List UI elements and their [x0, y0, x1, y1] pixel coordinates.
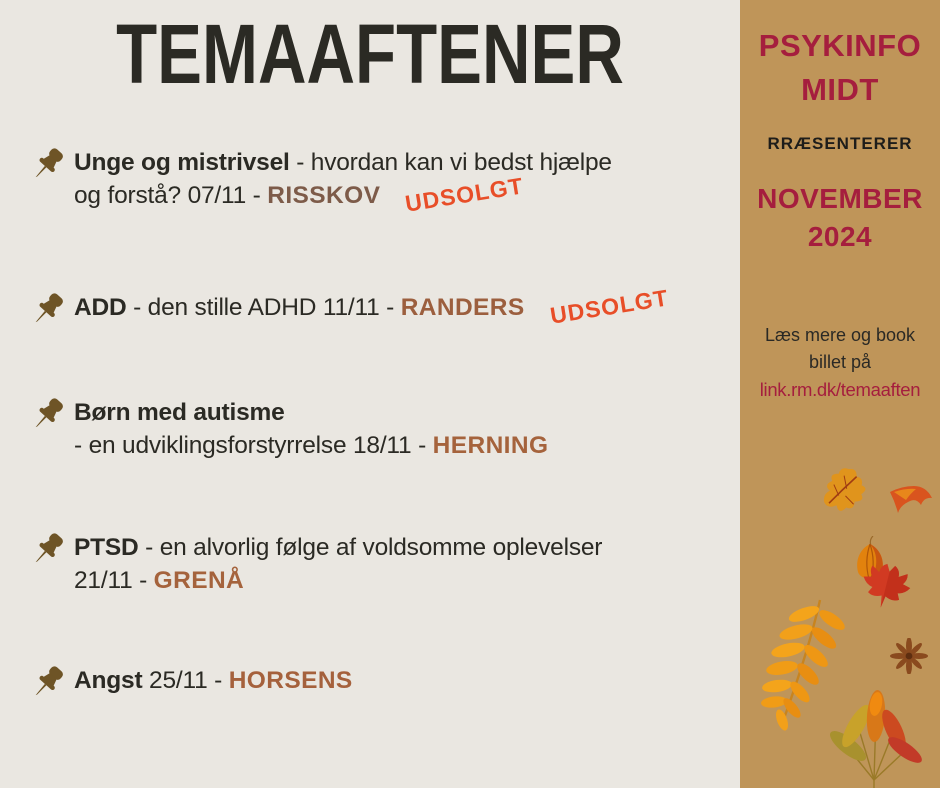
- event-line: [74, 284, 670, 329]
- event-segment: PTSD: [74, 534, 139, 561]
- event-line: [74, 429, 548, 462]
- event-city: GRENÅ: [153, 567, 245, 594]
- event-text: [74, 284, 670, 329]
- org-name-line2: MIDT: [801, 72, 879, 107]
- event-segment: Unge og mistrivsel: [74, 149, 290, 176]
- org-name: [740, 24, 940, 112]
- month-line1: NOVEMBER: [757, 183, 923, 214]
- event-line: [74, 172, 612, 217]
- org-name-line1: PSYKINFO: [758, 28, 922, 63]
- event-angst: [28, 664, 353, 702]
- event-segment: Børn med autisme: [74, 399, 285, 426]
- event-segment: - en udviklingsforstyrrelse 18/11 -: [74, 432, 433, 459]
- presents-label: RRÆSENTERER: [767, 134, 913, 153]
- star-anise-icon: [890, 638, 928, 674]
- cta-text: [740, 322, 940, 376]
- event-city: HORSENS: [228, 667, 353, 694]
- pushpin-icon: [28, 662, 68, 702]
- sidebar: [740, 0, 940, 788]
- cta-line1: Læs mere og book: [764, 325, 916, 345]
- event-line: [74, 146, 612, 179]
- event-segment: 21/11 -: [74, 567, 154, 594]
- event-line: [74, 396, 548, 429]
- month-heading: [740, 180, 940, 256]
- small-red-leaf-icon: [888, 482, 934, 516]
- event-ptsd: [28, 531, 602, 597]
- pushpin-icon: [28, 394, 68, 434]
- event-text: [74, 664, 353, 697]
- event-text: [74, 396, 548, 462]
- pushpin-icon: [28, 529, 68, 569]
- event-segment: og forstå? 07/11 -: [74, 182, 268, 209]
- pushpin-icon: [28, 289, 68, 329]
- event-segment: - hvordan kan vi bedst hjælpe: [289, 149, 612, 176]
- event-unge-og-mistrivsel: [28, 146, 612, 217]
- month-line2: 2024: [807, 221, 873, 252]
- event-segment: ADD: [74, 294, 127, 321]
- event-segment: 25/11 -: [142, 667, 229, 694]
- event-segment: - en alvorlig følge af voldsomme oplevelser: [138, 534, 603, 561]
- event-line: [74, 664, 353, 697]
- soldout-stamp: UDSOLGT: [403, 172, 526, 217]
- soldout-stamp: UDSOLGT: [547, 284, 670, 329]
- event-add: [28, 284, 670, 329]
- booking-link[interactable]: link.rm.dk/temaaften: [759, 379, 921, 400]
- event-line: [74, 564, 602, 597]
- event-segment: Angst: [74, 667, 143, 694]
- event-city: RISSKOV: [267, 182, 381, 209]
- event-city: RANDERS: [400, 294, 525, 321]
- pushpin-icon: [28, 144, 68, 184]
- event-city: HERNING: [432, 432, 549, 459]
- oak-leaf-icon: [814, 464, 870, 522]
- event-line: [74, 531, 602, 564]
- event-text: [74, 146, 612, 217]
- event-boern-med-autisme: [28, 396, 548, 462]
- event-text: [74, 531, 602, 597]
- page-title: TEMAAFTENER: [116, 7, 624, 101]
- autumn-leaf-cluster-icon: [818, 684, 922, 788]
- event-segment: - den stille ADHD 11/11 -: [126, 294, 401, 321]
- maple-leaf-icon: [858, 562, 912, 610]
- cta-line2: billet på: [808, 352, 872, 372]
